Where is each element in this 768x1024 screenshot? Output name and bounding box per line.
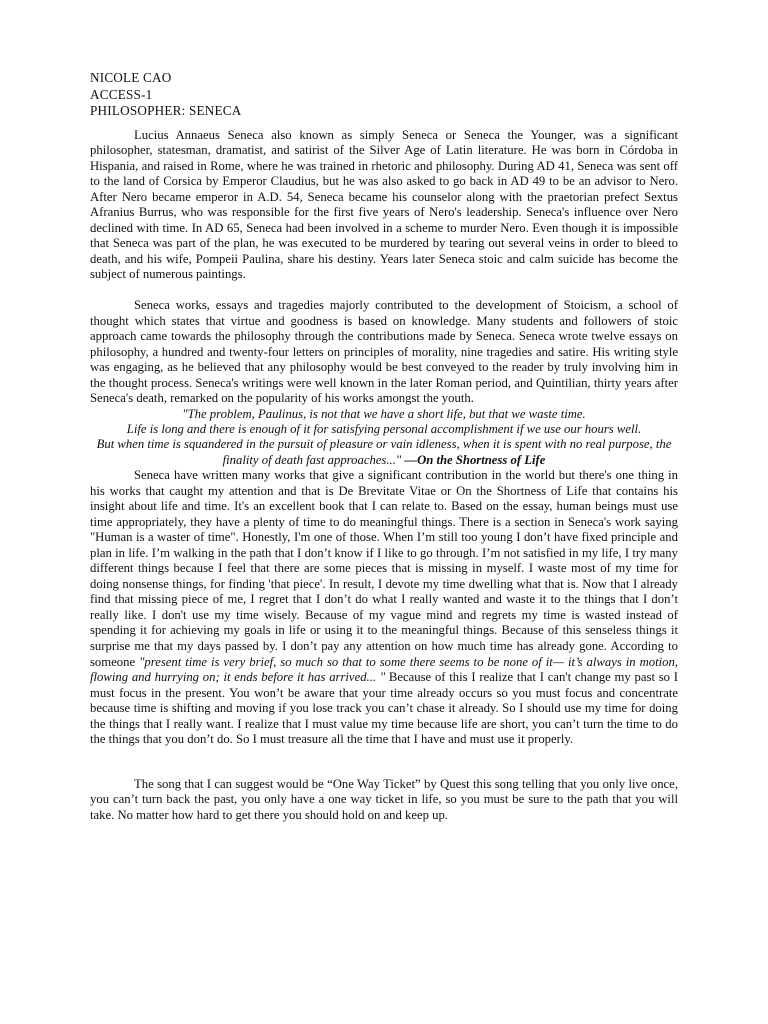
paragraph-biography: Lucius Annaeus Seneca also known as simply Seneca or Seneca the Younger, was a significant philosopher, statesman, dramatist, and satirist of the Silver Age of Latin literature. He was born in Córdoba in Hispania, and raised in Rome, where he was trained in rhetoric and philosophy. During AD 41, Seneca was sent off to the land of Corsica by Emperor Claudius, but he was also asked to go back in AD 49 to be an advisor to Nero. After Nero became emperor in A.D. 54, Seneca became his counselor along with the praetorian prefect Sextus Afranius Burrus, who was responsible for the first five years of Nero's leadership. Seneca's influence over Nero declined with time. In AD 65, Seneca had been involved in a scheme to murder Nero. Even though it is impossible that Seneca was part of the plan, he was executed to be murdered by tearing out several veins in order to bleed to death, and his wife, Pompeii Paulina, share his destiny. Years later Seneca stoic and calm suicide has become the subject of numerous paintings. [90, 127, 678, 282]
student-name: NICOLE CAO [90, 70, 172, 85]
reflection-text-2: Because of this I realize that I can't change my past so I must focus in the present. You won’t be aware that your time already occurs so you must focus and concentrate because time is shifting and moving if you lose track you can’t chase it already. So I should use my time for doing the things that I really want. I realize that I must value my time because life are short, you can’t turn the time to do the things that you don’t do. So I must treasure all the time that I have and must use it properly. [90, 670, 678, 747]
quote-line-3-text: But when time is squandered in the pursuit of pleasure or vain idleness, when it is spent with no real purpose, the finality of death fast approaches..." [96, 437, 672, 467]
reflection-text-1: Seneca have written many works that give a significant contribution in the world but there's one thing in his works that caught my attention and that is De Brevitate Vitae or On the Shortness of Life that contains his insight about life and time. It's an excellent book that I can relate to. Based on the essay, human beings must use time appropriately, they have a plenty of time to do meaningful things. There is a section in Seneca's work saying "Human is a waster of time". Honestly, I'm one of those. When I’m still too young I don’t have fixed principle and plan in life. I’m walking in the path that I don’t know if I like to go through. I’m not satisfied in my life, I try many different things because I feel that there are some pieces that is missing in myself. I waste most of my time for doing nonsense things, for finding 'that piece'. In result, I devote my time dwelling what that is. Now that I already find that missing piece of me, I regret that I don’t do what I really wanted and waste it to the things that I don’t really like. I don't use my time wisely. Because of my vague mind and regrets my time is wasted instead of spending it for achieving my goals in life or using it to the meaningful things. Because of this senseless things it surprise me that my days passed by. I don’t pay any attention on how much time has already gone. According to someone [90, 467, 678, 669]
quote-attribution: —On the Shortness of Life [404, 452, 546, 467]
paragraph-song: The song that I can suggest would be “One Way Ticket” by Quest this song telling that you only live once, you can’t turn back the past, you only have a one way ticket in life, so you must be sure to the path that you will take. No matter how hard to get there you should hold on and keep up. [90, 776, 678, 822]
document-page [90, 70, 678, 823]
class-name: ACCESS-1 [90, 86, 153, 102]
philosopher-label: PHILOSOPHER: SENECA [90, 103, 242, 118]
paragraph-reflection [90, 468, 678, 748]
quote-line-1: "The problem, Paulinus, is not that we have a short life, but that we waste time. [182, 406, 586, 421]
quote-line-3 [90, 437, 678, 468]
reflection-quote: "present time is very brief, so much so that to some there seems to be none of it— it’s always in motion, flowing and hurrying on; it ends before it has arrived... " [90, 654, 678, 685]
seneca-quote [90, 407, 678, 468]
paragraph-works: Seneca works, essays and tragedies majorly contributed to the development of Stoicism, a school of thought which states that virtue and goodness is based on knowledge. Many students and followers of stoic approach came towards the philosophy through the contributions made by Seneca. Seneca wrote twelve essays on philosophy, a hundred and twenty-four letters on principles of morality, nine tragedies and satire. His writing style was engaging, as he believed that any philosophy would be best conveyed to the reader by truly involving him in the thought process. Seneca's writings were well known in the later Roman period, and Quintilian, thirty years after Seneca's death, remarked on the popularity of his works amongst the youth. [90, 297, 678, 406]
document-header [90, 70, 678, 120]
quote-line-2: Life is long and there is enough of it for satisfying personal accomplishment if we use our hours well. [126, 422, 642, 437]
